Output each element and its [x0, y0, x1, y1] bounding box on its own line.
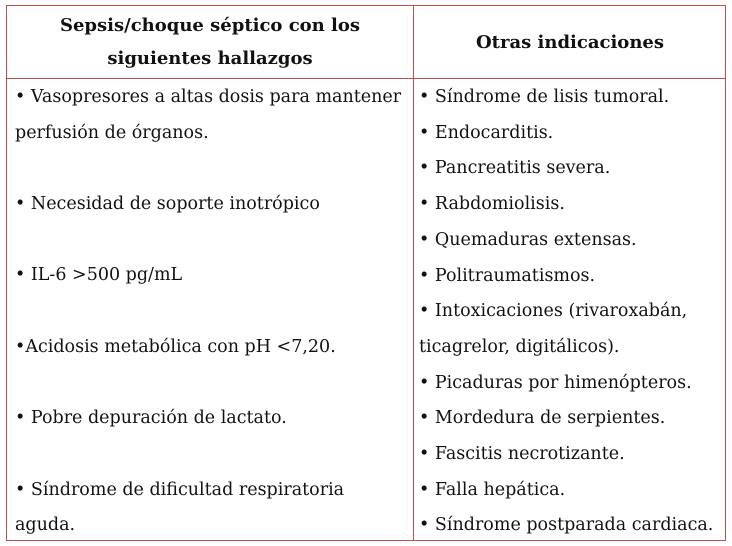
- list-item: • Picaduras por himenópteros.: [419, 372, 692, 393]
- header-other-indications: [415, 6, 725, 78]
- list-item-line: • Pobre depuración de lactato.: [15, 408, 287, 429]
- header-sepsis-line-1: Sepsis/choque séptico con los: [59, 15, 360, 36]
- list-item-line: • IL-6 >500 pg/mL: [15, 265, 183, 286]
- header-sepsis-line-2: siguientes hallazgos: [107, 48, 313, 69]
- list-item: • Síndrome de lisis tumoral.: [419, 87, 670, 107]
- list-item-line: aguda.: [15, 515, 76, 536]
- list-item-line: • Síndrome de dificultad respiratoria: [15, 479, 345, 500]
- list-item: [15, 80, 409, 151]
- sepsis-findings-list: [15, 80, 409, 544]
- list-item: • Pancreatitis severa.: [419, 158, 611, 179]
- indications-table: [6, 5, 726, 541]
- list-item: • Fascitis necrotizante.: [419, 444, 625, 465]
- header-sepsis: [7, 6, 413, 78]
- column-divider: [413, 6, 414, 540]
- list-item: [15, 258, 409, 294]
- list-item: • Politraumatismos.: [419, 265, 596, 286]
- list-item-line: •Acidosis metabólica con pH <7,20.: [15, 336, 336, 357]
- list-item: • Rabdomiolisis.: [419, 194, 565, 215]
- list-item: • Síndrome postparada cardiaca.: [419, 515, 714, 536]
- list-item: [15, 330, 409, 366]
- list-item: [419, 294, 723, 365]
- list-item: • Mordedura de serpientes.: [419, 408, 666, 429]
- list-item: • Falla hepática.: [419, 479, 566, 500]
- list-item-line: perfusión de órganos.: [15, 122, 209, 143]
- list-item-line: • Intoxicaciones (rivaroxabán,: [419, 301, 688, 322]
- list-item: [15, 187, 409, 223]
- list-item: • Quemaduras extensas.: [419, 229, 637, 250]
- header-other-indications-text: Otras indicaciones: [476, 31, 664, 53]
- list-item-line: ticagrelor, digitálicos).: [419, 336, 620, 357]
- list-item: • Endocarditis.: [419, 122, 554, 143]
- list-item-line: • Vasopresores a altas dosis para mantener: [15, 87, 402, 107]
- other-indications-list: [419, 80, 723, 544]
- list-item: [15, 473, 409, 544]
- list-item-line: • Necesidad de soporte inotrópico: [15, 194, 320, 215]
- header-divider: [7, 78, 725, 79]
- list-item: [15, 401, 409, 437]
